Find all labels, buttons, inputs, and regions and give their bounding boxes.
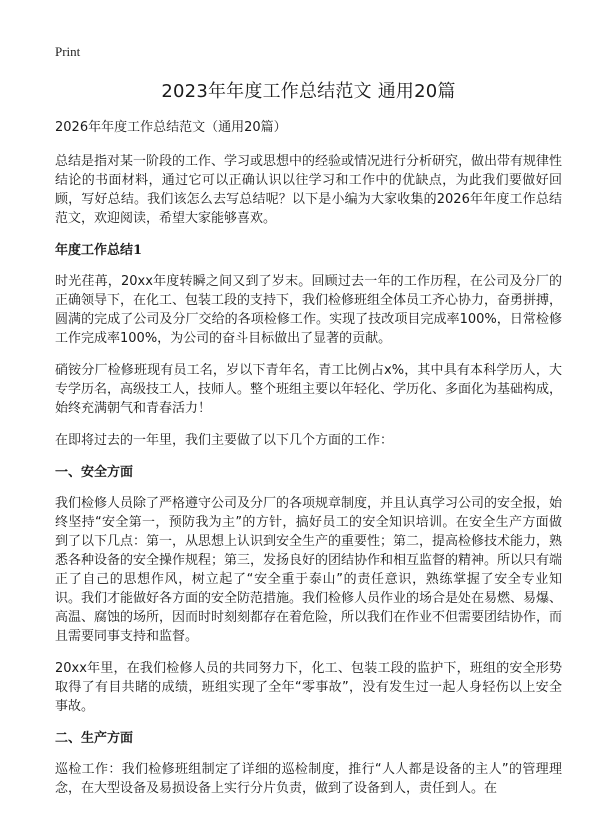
body-paragraph: 硝铵分厂检修班现有员工名，岁以下青年名，青工比例占x%，其中具有本科学历人，大专学历名，高级技工人，技师人。整个班组主要以年轻化、学历化、多面化为基础构成，始终充满朝气和青春活力！ <box>55 363 563 416</box>
section-title: 年度工作总结1 <box>55 243 143 258</box>
body-paragraph: 20xx年里，在我们检修人员的共同努力下，化工、包装工段的监护下，班组的安全形势取得了有目共睹的成绩，班组实现了全年“零事故”，没有发生过一起人身轻伤以上安全事故。 <box>55 661 562 714</box>
section-heading-safety: 一、安全方面 <box>55 465 134 480</box>
document-subtitle: 2026年年度工作总结范文（通用20篇） <box>55 120 287 135</box>
intro-paragraph: 总结是指对某一阶段的工作、学习或思想中的经验或情况进行分析研究，做出带有规律性结论的书面材料，通过它可以正确认识以往学习和工作中的优缺点，为此我们要做好回顾，写好总结。我们该怎么去写总结呢？以下是小编为大家收集的2026年年度工作总结范文，欢迎阅读，希望大家能够喜欢。 <box>55 154 563 226</box>
body-paragraph: 在即将过去的一年里，我们主要做了以下几个方面的工作： <box>55 433 394 448</box>
page-title: 2023年年度工作总结范文 通用20篇 <box>161 81 456 102</box>
body-paragraph: 巡检工作：我们检修班组制定了详细的巡检制度，推行“人人都是设备的主人”的管理理念，在大型设备及易损设备上实行分片负责，做到了设备到人，责任到人。在 <box>55 762 562 796</box>
body-paragraph: 我们检修人员除了严格遵守公司及分厂的各项规章制度，并且认真学习公司的安全报，始终坚持“安全第一，预防我为主”的方针，搞好员工的安全知识培训。在安全生产方面做到了以下几点：第一，从思想上认识到安全生产的重要性；第二，提高检修技术能力，熟悉各种设备的安全操作规程；第三，发扬良好的团结协作和相互监督的精神。所以只有端正了自己的思想作风，树立起了“安全重于泰山”的责任意识，熟练掌握了安全专业知识。我们才能做好各方面的安全防范措施。我们检修人员作业的场合是处在易燃、易爆、高温、腐蚀的场所，因而时时刻刻都存在着危险，所以我们在作业不但需要团结协作，而且需要同事支持和监督。 <box>55 496 563 644</box>
body-paragraph: 时光荏苒，20xx年度转瞬之间又到了岁末。回顾过去一年的工作历程，在公司及分厂的正确领导下，在化工、包装工段的支持下，我们检修班组全体员工齐心协力，奋勇拼搏，圆满的完成了公司及分厂交给的各项检修工作。实现了技改项目完成率100%，日常检修工作完成率100%，为公司的奋斗目标做出了显著的贡献。 <box>55 274 563 346</box>
print-link[interactable]: Print <box>55 44 81 59</box>
section-heading-production: 二、生产方面 <box>55 731 134 746</box>
